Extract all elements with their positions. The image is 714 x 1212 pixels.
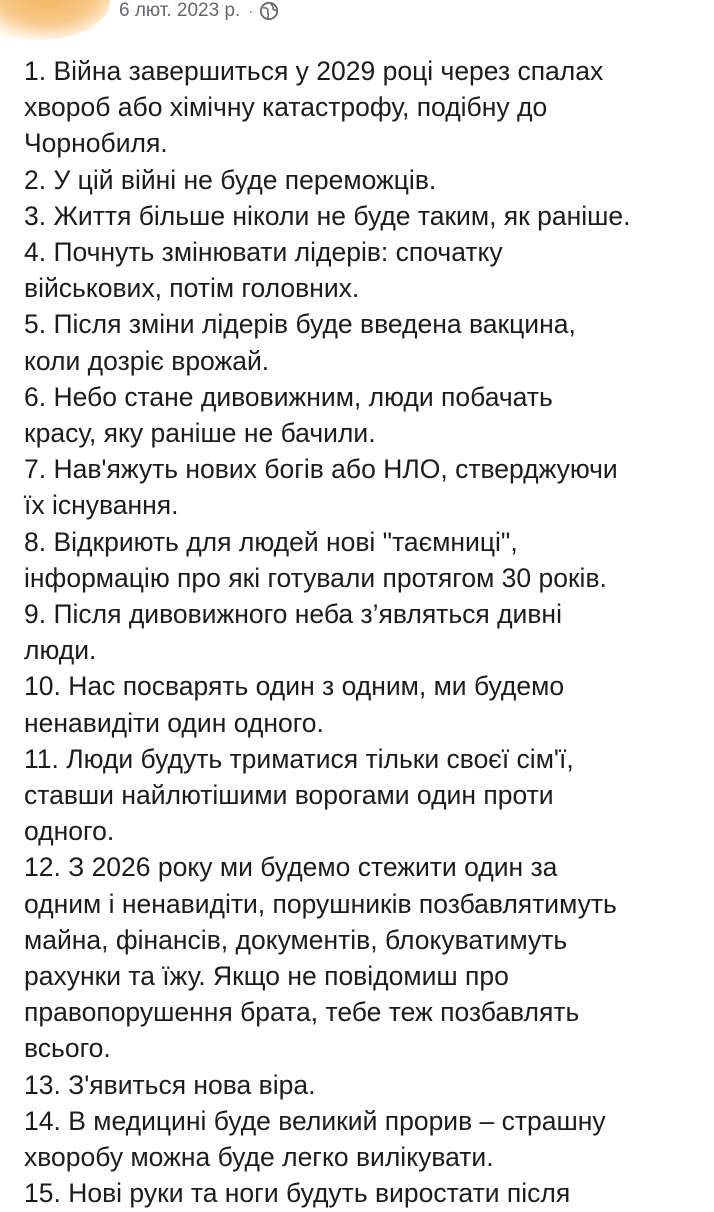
list-item xyxy=(24,741,704,850)
post-text-line: інформацію про які готували протягом 30 років. xyxy=(24,562,607,593)
post-body xyxy=(24,53,704,1212)
list-item xyxy=(24,849,704,1066)
post-text-line: ставши найлютішими ворогами один проти xyxy=(24,780,554,811)
meta-separator: · xyxy=(248,3,253,19)
globe-icon xyxy=(259,1,279,21)
post-text-line: 7. Нав'яжуть нових богів або НЛО, стверджуючи xyxy=(24,454,618,485)
list-item xyxy=(24,53,704,162)
list-item xyxy=(24,198,704,234)
list-item xyxy=(24,379,704,451)
post-text-line: їх існування. xyxy=(24,490,179,521)
list-item xyxy=(24,451,704,523)
post-text-line: 8. Відкриють для людей нові "таємниці", xyxy=(24,526,518,557)
post-text-line: Чорнобиля. xyxy=(24,128,168,159)
post-text-line: 13. З'явиться нова віра. xyxy=(24,1069,316,1100)
post-text-line: 1. Війна завершиться у 2029 році через спалах xyxy=(24,56,604,86)
post-text-line: 11. Люди будуть триматися тільки своєї сім'ї, xyxy=(24,743,574,774)
post-text-line: 12. З 2026 року ми будемо стежити один за xyxy=(24,852,558,883)
post-text-line: одним і ненавидіти, порушників позбавлятимуть xyxy=(24,888,617,919)
post-text-line: військових, потім головних. xyxy=(24,273,360,304)
list-item xyxy=(24,306,704,378)
list-item xyxy=(24,1067,704,1103)
list-item xyxy=(24,1175,704,1211)
post-meta xyxy=(119,0,279,24)
post-text-line: ненавидіти один одного. xyxy=(24,707,324,738)
post-text-line: хвороб або хімічну катастрофу, подібну до xyxy=(24,92,548,123)
post-text-line: 15. Нові руки та ноги будуть виростати після xyxy=(24,1178,571,1209)
post-text-line: хворобу можна буде легко вилікувати. xyxy=(24,1142,494,1173)
list-item xyxy=(24,162,704,198)
post-text-line: одного. xyxy=(24,816,115,847)
post-text-line: 5. Після зміни лідерів буде введена вакцина, xyxy=(24,309,576,340)
list-item xyxy=(24,234,704,306)
post-text-line: 2. У цій війні не буде переможців. xyxy=(24,164,437,195)
post-text-line: рахунки та їжу. Якщо не повідомиш про xyxy=(24,961,509,992)
list-item xyxy=(24,1103,704,1175)
post-text-line: всього. xyxy=(24,1033,111,1064)
post-text-line: 14. В медицині буде великий прорив – страшну xyxy=(24,1105,606,1136)
post-text-line: 3. Життя більше ніколи не буде таким, як раніше. xyxy=(24,200,631,231)
post-text-line: люди. xyxy=(24,635,97,666)
post-text-line: красу, яку раніше не бачили. xyxy=(24,418,376,449)
list-item xyxy=(24,668,704,740)
post-text-line: майна, фінансів, документів, блокуватимуть xyxy=(24,924,568,955)
post-text-line: 6. Небо стане дивовижним, люди побачать xyxy=(24,381,553,412)
post-date[interactable]: 6 лют. 2023 р. xyxy=(119,0,241,21)
post-text-line: правопорушення брата, тебе теж позбавлять xyxy=(24,997,580,1028)
post-text-line: 4. Почнуть змінювати лідерів: спочатку xyxy=(24,237,503,268)
avatar[interactable] xyxy=(0,0,110,40)
post-text-line: 10. Нас посварять один з одним, ми будемо xyxy=(24,671,565,702)
post-text-line: 9. Після дивовижного неба з’являться дивні xyxy=(24,599,562,630)
post-text-line: коли дозріє врожай. xyxy=(24,345,270,376)
list-item xyxy=(24,596,704,668)
list-item xyxy=(24,524,704,596)
